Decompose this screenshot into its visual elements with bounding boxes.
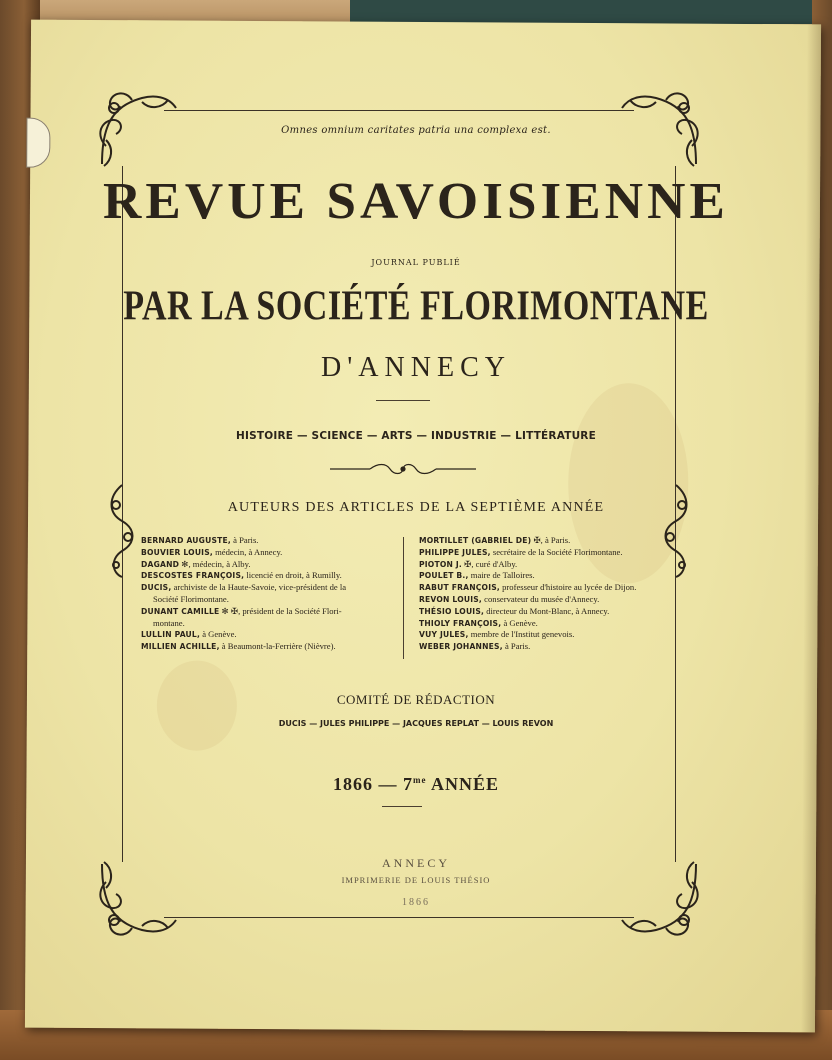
author-name: PHILIPPE JULES, [419,547,491,557]
committee-heading: COMITÉ DE RÉDACTION [336,692,496,707]
author-entry [419,641,669,653]
subjects-line: HISTOIRE — SCIENCE — ARTS — INDUSTRIE — LITTÉRATURE [236,430,596,442]
author-entry [141,641,396,653]
author-name: THÉSIO LOUIS, [419,606,485,616]
journal-line: JOURNAL PUBLIÉ [371,258,461,267]
author-description: montane. [153,617,185,628]
author-entry [141,582,396,594]
author-description: ✠, curé d'Alby. [462,558,518,569]
author-description: archiviste de la Haute-Savoie, vice-président de la [171,582,347,593]
side-ornament-icon [104,481,140,581]
year-suffix: ANNÉE [426,774,499,794]
author-name: DUCIS, [141,583,172,593]
printer-name: IMPRIMERIE DE LOUIS THÉSIO [341,875,491,885]
divider-rule [382,806,422,807]
author-name: THIOLY FRANÇOIS, [419,618,502,628]
year-line [0,774,832,795]
print-year: 1866 [402,897,430,908]
author-name: MORTILLET (GABRIEL DE) [419,536,532,545]
author-entry [419,618,669,630]
author-description: professeur d'histoire au lycée de Dijon. [499,582,637,593]
author-description: Société Florimontane. [153,593,229,604]
year-ordinal: me [412,775,427,785]
divider-rule [376,400,430,401]
author-entry [141,606,396,618]
author-description: à Paris. [230,535,259,545]
author-description: médecin, à Annecy. [212,546,283,557]
authors-left-column [141,535,396,653]
author-name: POULET B., [419,571,469,581]
author-description: secrétaire de la Société Florimontane. [490,546,623,557]
author-description: ✻, médecin, à Alby. [179,558,251,569]
committee-members: DUCIS — JULES PHILIPPE — JACQUES REPLAT — LOUIS REVON [278,719,554,728]
society-name: PAR LA SOCIÉTÉ FLORIMONTANE [123,283,709,330]
author-entry [141,559,396,571]
background-wall [350,0,832,24]
author-entry [141,570,396,582]
author-entry [419,594,669,606]
author-description: à Genève. [501,617,538,628]
frame-rule-top [164,110,634,111]
author-entry [419,559,669,571]
author-name: DUNANT CAMILLE [141,606,220,616]
author-entry [419,570,669,582]
author-entry [141,629,396,641]
motto: Omnes omnium caritates patria una complexa est. [281,125,551,136]
author-entry [419,582,669,594]
author-description: maire de Talloires. [468,570,535,581]
author-description: conservateur du musée d'Annecy. [482,593,600,604]
author-entry [141,547,396,559]
year-number: 1866 — 7 [332,774,413,794]
author-entry [419,535,669,547]
authors-right-column [419,535,669,653]
decorative-divider-icon [330,462,476,476]
publication-city: ANNECY [382,856,450,870]
author-name: REVON LOUIS, [419,594,483,604]
author-description: à Beaumont-la-Ferrière (Nièvre). [219,641,336,652]
author-name: PIOTON J. [419,559,462,569]
author-name: WEBER JOHANNES, [419,642,503,652]
author-name: RABUT FRANÇOIS, [419,583,500,593]
author-name: VUY JULES, [419,630,469,640]
author-description: ✠, à Paris. [531,535,571,545]
author-entry [141,535,396,547]
frame-rule-bottom [164,917,634,918]
author-entry [419,629,669,641]
author-description: à Paris. [502,641,531,652]
author-name: DESCOSTES FRANÇOIS, [141,571,245,581]
place-name: D'ANNECY [321,352,511,383]
authors-heading: AUTEURS DES ARTICLES DE LA SEPTIÈME ANNÉE [227,500,605,515]
author-name: LULLIN PAUL, [141,630,201,640]
author-name: DAGAND [141,559,180,569]
author-description: ✻ ✠, président de la Société Flori- [219,605,342,616]
author-description: membre de l'Institut genevois. [468,629,575,640]
author-description: directeur du Mont-Blanc, à Annecy. [484,605,610,616]
author-entry [419,606,669,618]
author-name: BOUVIER LOUIS, [141,547,213,557]
author-description: à Genève. [200,629,237,640]
author-entry [141,594,396,606]
author-name: MILLIEN ACHILLE, [141,642,220,652]
journal-title: REVUE SAVOISIENNE [103,173,729,230]
author-entry [141,618,396,630]
column-divider [403,537,404,659]
author-name: BERNARD AUGUSTE, [141,536,231,545]
author-description: licencié en droit, à Rumilly. [244,570,342,581]
author-entry [419,547,669,559]
